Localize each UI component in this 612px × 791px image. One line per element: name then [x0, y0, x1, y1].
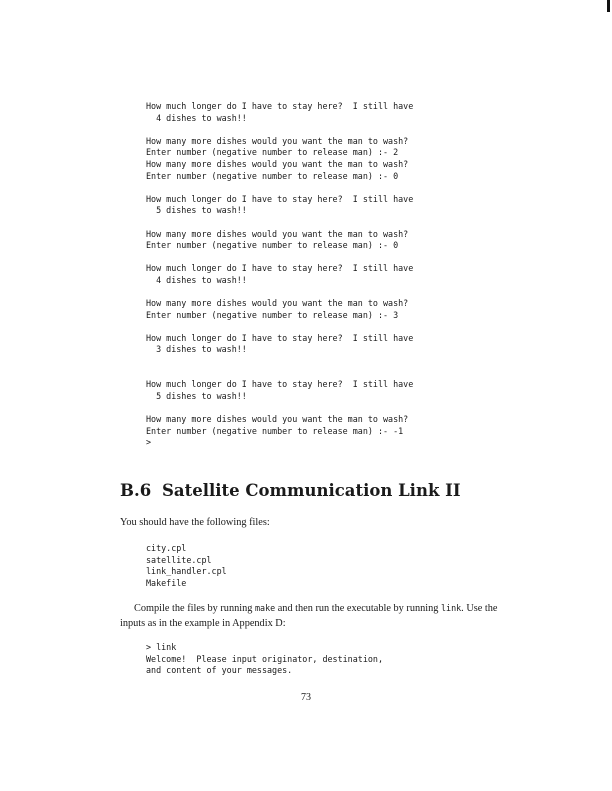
output-line: Enter number (negative number to release man) :- 0 — [146, 240, 399, 251]
output-line: How many more dishes would you want the man to wash? — [146, 135, 409, 146]
output-line: How many more dishes would you want the man to wash? — [146, 414, 409, 425]
file-name: Makefile — [146, 577, 187, 588]
output-line — [146, 402, 413, 414]
output-line — [146, 321, 413, 333]
session-line: and content of your messages. — [146, 665, 293, 676]
output-line: How many more dishes would you want the man to wash? — [146, 228, 409, 239]
output-line: Enter number (negative number to release man) :- -1 — [146, 425, 404, 436]
output-line: How many more dishes would you want the man to wash? — [146, 298, 409, 309]
output-line: How much longer do I have to stay here? I still have — [146, 379, 414, 390]
output-line: 4 dishes to wash!! — [146, 274, 247, 285]
section-number: B.6 — [120, 481, 152, 500]
output-line: Enter number (negative number to release man) :- 2 — [146, 147, 399, 158]
compile-text-part2: and then run the executable by running — [275, 603, 441, 614]
output-line: How much longer do I have to stay here? I still have — [146, 101, 414, 111]
make-command: make — [254, 603, 276, 613]
compile-paragraph — [120, 601, 500, 631]
link-command: link — [441, 603, 462, 613]
output-line: 5 dishes to wash!! — [146, 205, 247, 216]
page-number: 73 — [301, 692, 311, 703]
section-heading — [120, 481, 461, 500]
output-line: How much longer do I have to stay here? I still have — [146, 332, 414, 343]
file-list — [146, 543, 227, 589]
output-line — [146, 124, 413, 136]
output-line: How many more dishes would you want the man to wash? — [146, 158, 409, 169]
file-name: link_handler.cpl — [146, 566, 227, 577]
section-title: Satellite Communication Link II — [162, 481, 461, 500]
output-line: 5 dishes to wash!! — [146, 390, 247, 401]
intro-paragraph: You should have the following files: — [120, 517, 270, 528]
page-edge-mark — [607, 0, 610, 12]
output-line: 4 dishes to wash!! — [146, 112, 247, 123]
session-example-block — [146, 642, 383, 677]
output-line — [146, 287, 413, 299]
output-line — [146, 356, 413, 368]
output-line — [146, 252, 413, 264]
file-name: city.cpl — [146, 543, 187, 553]
session-line: Welcome! Please input originator, destination, — [146, 653, 383, 664]
program-output-block — [146, 101, 413, 449]
output-line: Enter number (negative number to release man) :- 3 — [146, 309, 399, 320]
output-line: Enter number (negative number to release man) :- 0 — [146, 170, 399, 181]
output-line — [146, 368, 413, 380]
session-line: > link — [146, 642, 177, 652]
compile-text-part3: . Use the inputs as in the example in Appendix D: — [120, 603, 498, 629]
output-line: > — [146, 437, 152, 448]
output-line: 3 dishes to wash!! — [146, 344, 247, 355]
compile-text-part1: Compile the files by running — [134, 603, 255, 614]
file-name: satellite.cpl — [146, 554, 212, 565]
output-line — [146, 182, 413, 194]
output-line: How much longer do I have to stay here? I still have — [146, 263, 414, 274]
output-line: How much longer do I have to stay here? I still have — [146, 193, 414, 204]
output-line — [146, 217, 413, 229]
